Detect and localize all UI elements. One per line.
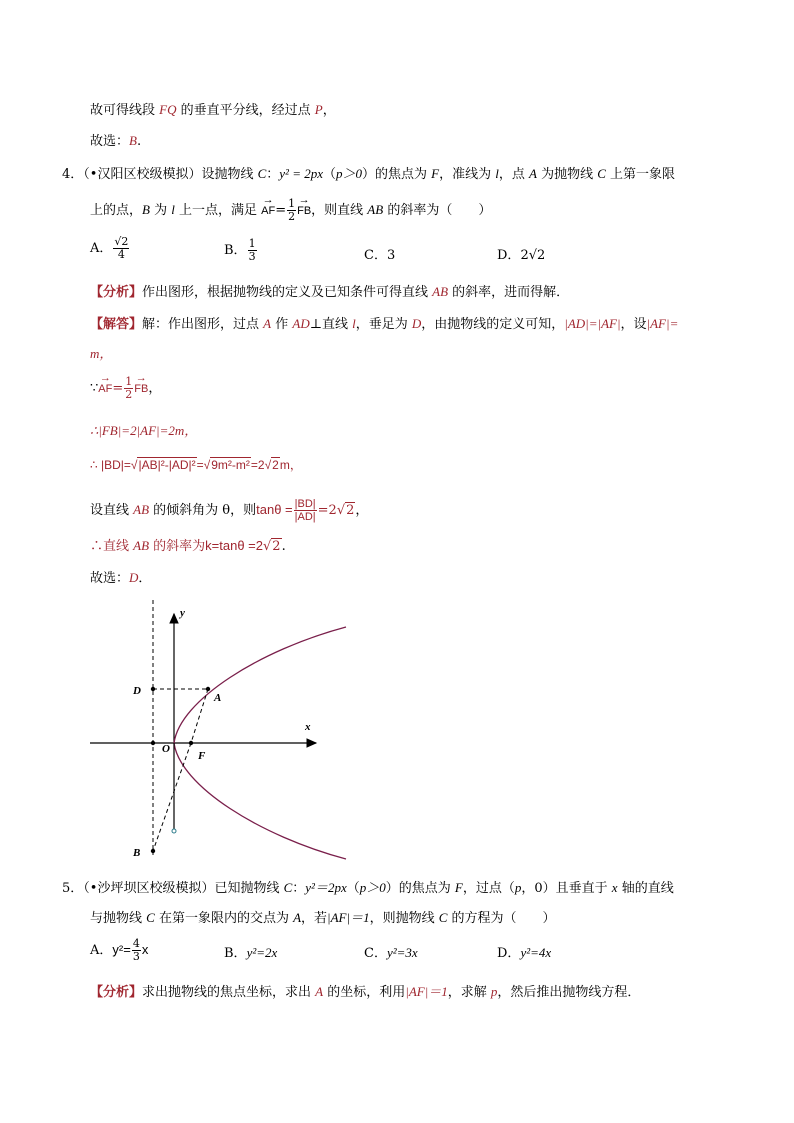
- text: 求出抛物线的焦点坐标，求出: [142, 985, 316, 1000]
- text: 的倾斜角为 θ，则: [149, 503, 257, 518]
- numerator: 1: [288, 197, 296, 210]
- denominator: 3: [248, 250, 256, 263]
- text: ∴直线: [90, 539, 134, 554]
- text: ，由抛物线的定义可知，: [421, 317, 565, 332]
- denominator: 3: [132, 950, 140, 963]
- solution-tag: 【解答】: [90, 317, 143, 332]
- vector-af: → AF: [98, 379, 112, 399]
- text: =: [275, 203, 287, 218]
- text: ，: [322, 103, 336, 118]
- text: ，设: [620, 317, 647, 332]
- small-marker: [172, 829, 176, 833]
- text: ：: [266, 167, 280, 182]
- q5-option-a: [90, 938, 148, 963]
- text: A: [293, 910, 302, 925]
- text: 故选：: [90, 134, 130, 149]
- text: ，垂足为: [355, 317, 412, 332]
- text: l: [495, 166, 499, 181]
- answer-b: B: [129, 133, 137, 148]
- q5-stem-line1: [62, 878, 674, 899]
- option-label: C．: [364, 248, 387, 263]
- numerator: |BD|: [294, 498, 316, 510]
- option-label: B．: [224, 243, 247, 258]
- q4-solution-line6: 设直线 AB 的倾斜角为 θ，则tanθ = $\frac{|BD|}{|AD|}$ =2√2，: [90, 498, 369, 523]
- text: ，求解: [447, 985, 491, 1000]
- text: ∴ |BD|=: [90, 458, 131, 472]
- radical: |AB|²-|AD|²: [138, 458, 196, 472]
- text: C: [597, 166, 606, 181]
- point-p: P: [314, 102, 323, 117]
- text: 上第一象限: [605, 167, 676, 182]
- text: =2: [250, 458, 265, 472]
- radical: 2: [346, 503, 355, 518]
- text: D: [411, 316, 422, 331]
- answer-d: D: [129, 570, 139, 585]
- option-value: y²=2x: [246, 945, 278, 960]
- text: ，0）且垂直于: [521, 881, 612, 896]
- text: （•汉阳区校级模拟）设抛物线: [83, 167, 258, 182]
- text: A: [529, 166, 537, 181]
- fraction-half: [287, 198, 296, 223]
- radical: 2: [272, 539, 281, 554]
- q5-stem-line2: [90, 908, 556, 929]
- text: 上的点，: [90, 203, 143, 218]
- q4-stem-line2: [90, 198, 491, 223]
- text: x: [611, 880, 618, 895]
- q4-option-b: [224, 238, 258, 263]
- point-f: [189, 741, 193, 745]
- q4-solution-line1: [90, 314, 678, 335]
- text: C: [257, 166, 267, 181]
- text: ．: [138, 571, 152, 586]
- text: ，: [355, 503, 369, 518]
- text: m，: [279, 458, 302, 472]
- fraction-half: [124, 376, 133, 401]
- equation: y² = 2px: [279, 166, 323, 181]
- option-fraction: [132, 938, 141, 963]
- numerator: 1: [125, 375, 133, 388]
- equation: y²＝2px: [305, 880, 347, 895]
- text: =: [112, 381, 124, 396]
- option-label: D．: [497, 946, 521, 961]
- text: ，过点（: [462, 881, 515, 896]
- text: ⊥直线: [309, 317, 353, 332]
- analysis-tag: 【分析】: [90, 985, 143, 1000]
- radical: 9m²-m²: [211, 458, 250, 472]
- denominator: |AD|: [294, 511, 316, 523]
- text: ）的焦点为: [385, 881, 455, 896]
- text: ，则抛物线: [369, 911, 439, 926]
- equation: |AF|＝1: [327, 910, 370, 925]
- text: ，若: [301, 911, 328, 926]
- segment-fb: [153, 743, 191, 851]
- text: ：: [292, 881, 306, 896]
- text: F: [454, 880, 463, 895]
- numerator: 1: [248, 237, 256, 250]
- equation: |AF|=: [646, 316, 679, 331]
- option-value: 2√2: [520, 248, 546, 263]
- denominator: 4: [117, 248, 125, 261]
- text: .: [281, 539, 286, 554]
- text: （: [323, 167, 337, 182]
- text: p＞0: [359, 880, 386, 895]
- text: ，然后推出抛物线方程．: [497, 985, 641, 1000]
- point-b: [151, 849, 155, 853]
- text: AD: [292, 316, 310, 331]
- q4-stem-line1: [62, 164, 675, 185]
- text: 的斜率，进而得解．: [448, 285, 570, 300]
- label-x: x: [305, 721, 311, 733]
- radical: 2: [272, 458, 279, 472]
- q4-solution-line7: ∴直线 AB 的斜率为k=tanθ =2√2.: [90, 538, 286, 554]
- label-b: B: [133, 847, 141, 859]
- text: 故选：: [90, 571, 130, 586]
- text: 的垂直平分线，经过点: [176, 103, 315, 118]
- q5-analysis: [90, 982, 640, 1003]
- question-number: 4．: [62, 167, 84, 182]
- text: A: [315, 984, 324, 999]
- text: 作: [271, 317, 293, 332]
- equation: |AF|＝1: [405, 984, 448, 999]
- label-o: O: [162, 743, 170, 755]
- option-fraction: [113, 236, 129, 261]
- text: 与抛物线: [90, 911, 147, 926]
- q4-option-a: [90, 236, 130, 261]
- equation: |AD|=|AF|: [564, 316, 621, 331]
- numerator: 4: [132, 937, 140, 950]
- option-label: A．: [90, 943, 113, 958]
- point-origin-left: [151, 741, 155, 745]
- q4-solution-line2: m，: [90, 346, 113, 361]
- question-number: 5．: [62, 881, 84, 896]
- text: C: [146, 910, 155, 925]
- text: ，点: [498, 167, 530, 182]
- text: AB: [133, 502, 150, 517]
- q4-solution-line4: ∴|FB|=2|AF|=2m，: [90, 423, 198, 438]
- text: B: [142, 202, 150, 217]
- text: l: [352, 316, 356, 331]
- option-value: y²=3x: [386, 945, 418, 960]
- text: ，: [148, 381, 162, 396]
- segment-fq: FQ: [159, 102, 177, 117]
- option-label: C．: [364, 946, 387, 961]
- denominator: 2: [288, 210, 296, 223]
- text: 解：作出图形，过点: [142, 317, 264, 332]
- label-d: D: [133, 685, 141, 697]
- text: p: [514, 880, 522, 895]
- text: 的坐标，利用: [323, 985, 406, 1000]
- fraction-bd-ad: [294, 498, 317, 523]
- option-value: 3: [386, 248, 396, 263]
- q4-solution-line3: [90, 376, 161, 401]
- text: AB: [432, 284, 449, 299]
- q4-analysis: [90, 282, 569, 303]
- vector-fb: → FB: [134, 379, 148, 399]
- q5-option-d: [497, 942, 551, 961]
- text: p: [490, 984, 498, 999]
- text: ）的焦点为: [362, 167, 432, 182]
- text: （: [346, 881, 360, 896]
- text: 在第一象限内的交点为: [154, 911, 294, 926]
- text: 的方程为（ ）: [447, 911, 556, 926]
- q4-answer-line: [90, 568, 151, 589]
- q5-option-b: [224, 942, 277, 961]
- prev-answer-line: [90, 131, 141, 152]
- point-d: [151, 687, 155, 691]
- text: ，准线为: [439, 167, 496, 182]
- text: C: [438, 910, 448, 925]
- text: =2: [317, 503, 337, 518]
- text: 为: [149, 203, 172, 218]
- text: 为抛物线: [536, 167, 598, 182]
- option-label: A．: [90, 241, 113, 256]
- q4-option-d: [497, 244, 545, 263]
- parabola-figure: [80, 595, 360, 865]
- label-y: y: [180, 607, 185, 619]
- text: =: [196, 458, 204, 472]
- text: p＞0: [336, 166, 363, 181]
- text: x: [141, 942, 149, 957]
- q4-option-c: [364, 244, 395, 263]
- text: 作出图形，根据抛物线的定义及已知条件可得直线: [142, 285, 433, 300]
- text: ，则直线: [311, 203, 368, 218]
- q4-solution-line5: ∴ |BD|=√|AB|²-|AD|²=√9m²-m²=2√2m，: [90, 458, 302, 472]
- option-label: B．: [224, 946, 247, 961]
- vector-af: → AF: [261, 201, 275, 221]
- option-label: D．: [497, 248, 521, 263]
- prev-conclusion-line: [90, 100, 336, 121]
- option-fraction: [248, 238, 257, 263]
- text: y²=: [112, 942, 131, 957]
- text: .: [136, 134, 142, 149]
- text: 的斜率为: [149, 539, 206, 554]
- text: 故可得线段: [90, 103, 160, 118]
- slope-equation: k=tanθ =2: [205, 538, 263, 553]
- tan-theta: tanθ =: [256, 502, 293, 517]
- text: F: [431, 166, 440, 181]
- text: （•沙坪坝区校级模拟）已知抛物线: [83, 881, 284, 896]
- segment-af: [191, 689, 208, 743]
- text: C: [283, 880, 293, 895]
- text: A: [263, 316, 272, 331]
- text: 的斜率为（ ）: [383, 203, 492, 218]
- text: 上一点，满足: [174, 203, 262, 218]
- text: l: [171, 202, 175, 217]
- text: 设直线: [90, 503, 134, 518]
- because-symbol: ∵: [90, 381, 99, 396]
- text: AB: [367, 202, 384, 217]
- numerator: √2: [114, 235, 129, 248]
- analysis-tag: 【分析】: [90, 285, 143, 300]
- text: 轴的直线: [617, 881, 674, 896]
- option-value: y²=4x: [520, 945, 552, 960]
- vector-fb: → FB: [297, 201, 311, 221]
- denominator: 2: [125, 388, 133, 401]
- point-a: [206, 687, 210, 691]
- label-f: F: [198, 750, 206, 762]
- text: AB: [133, 538, 150, 553]
- label-a: A: [214, 692, 222, 704]
- q5-option-c: [364, 942, 418, 961]
